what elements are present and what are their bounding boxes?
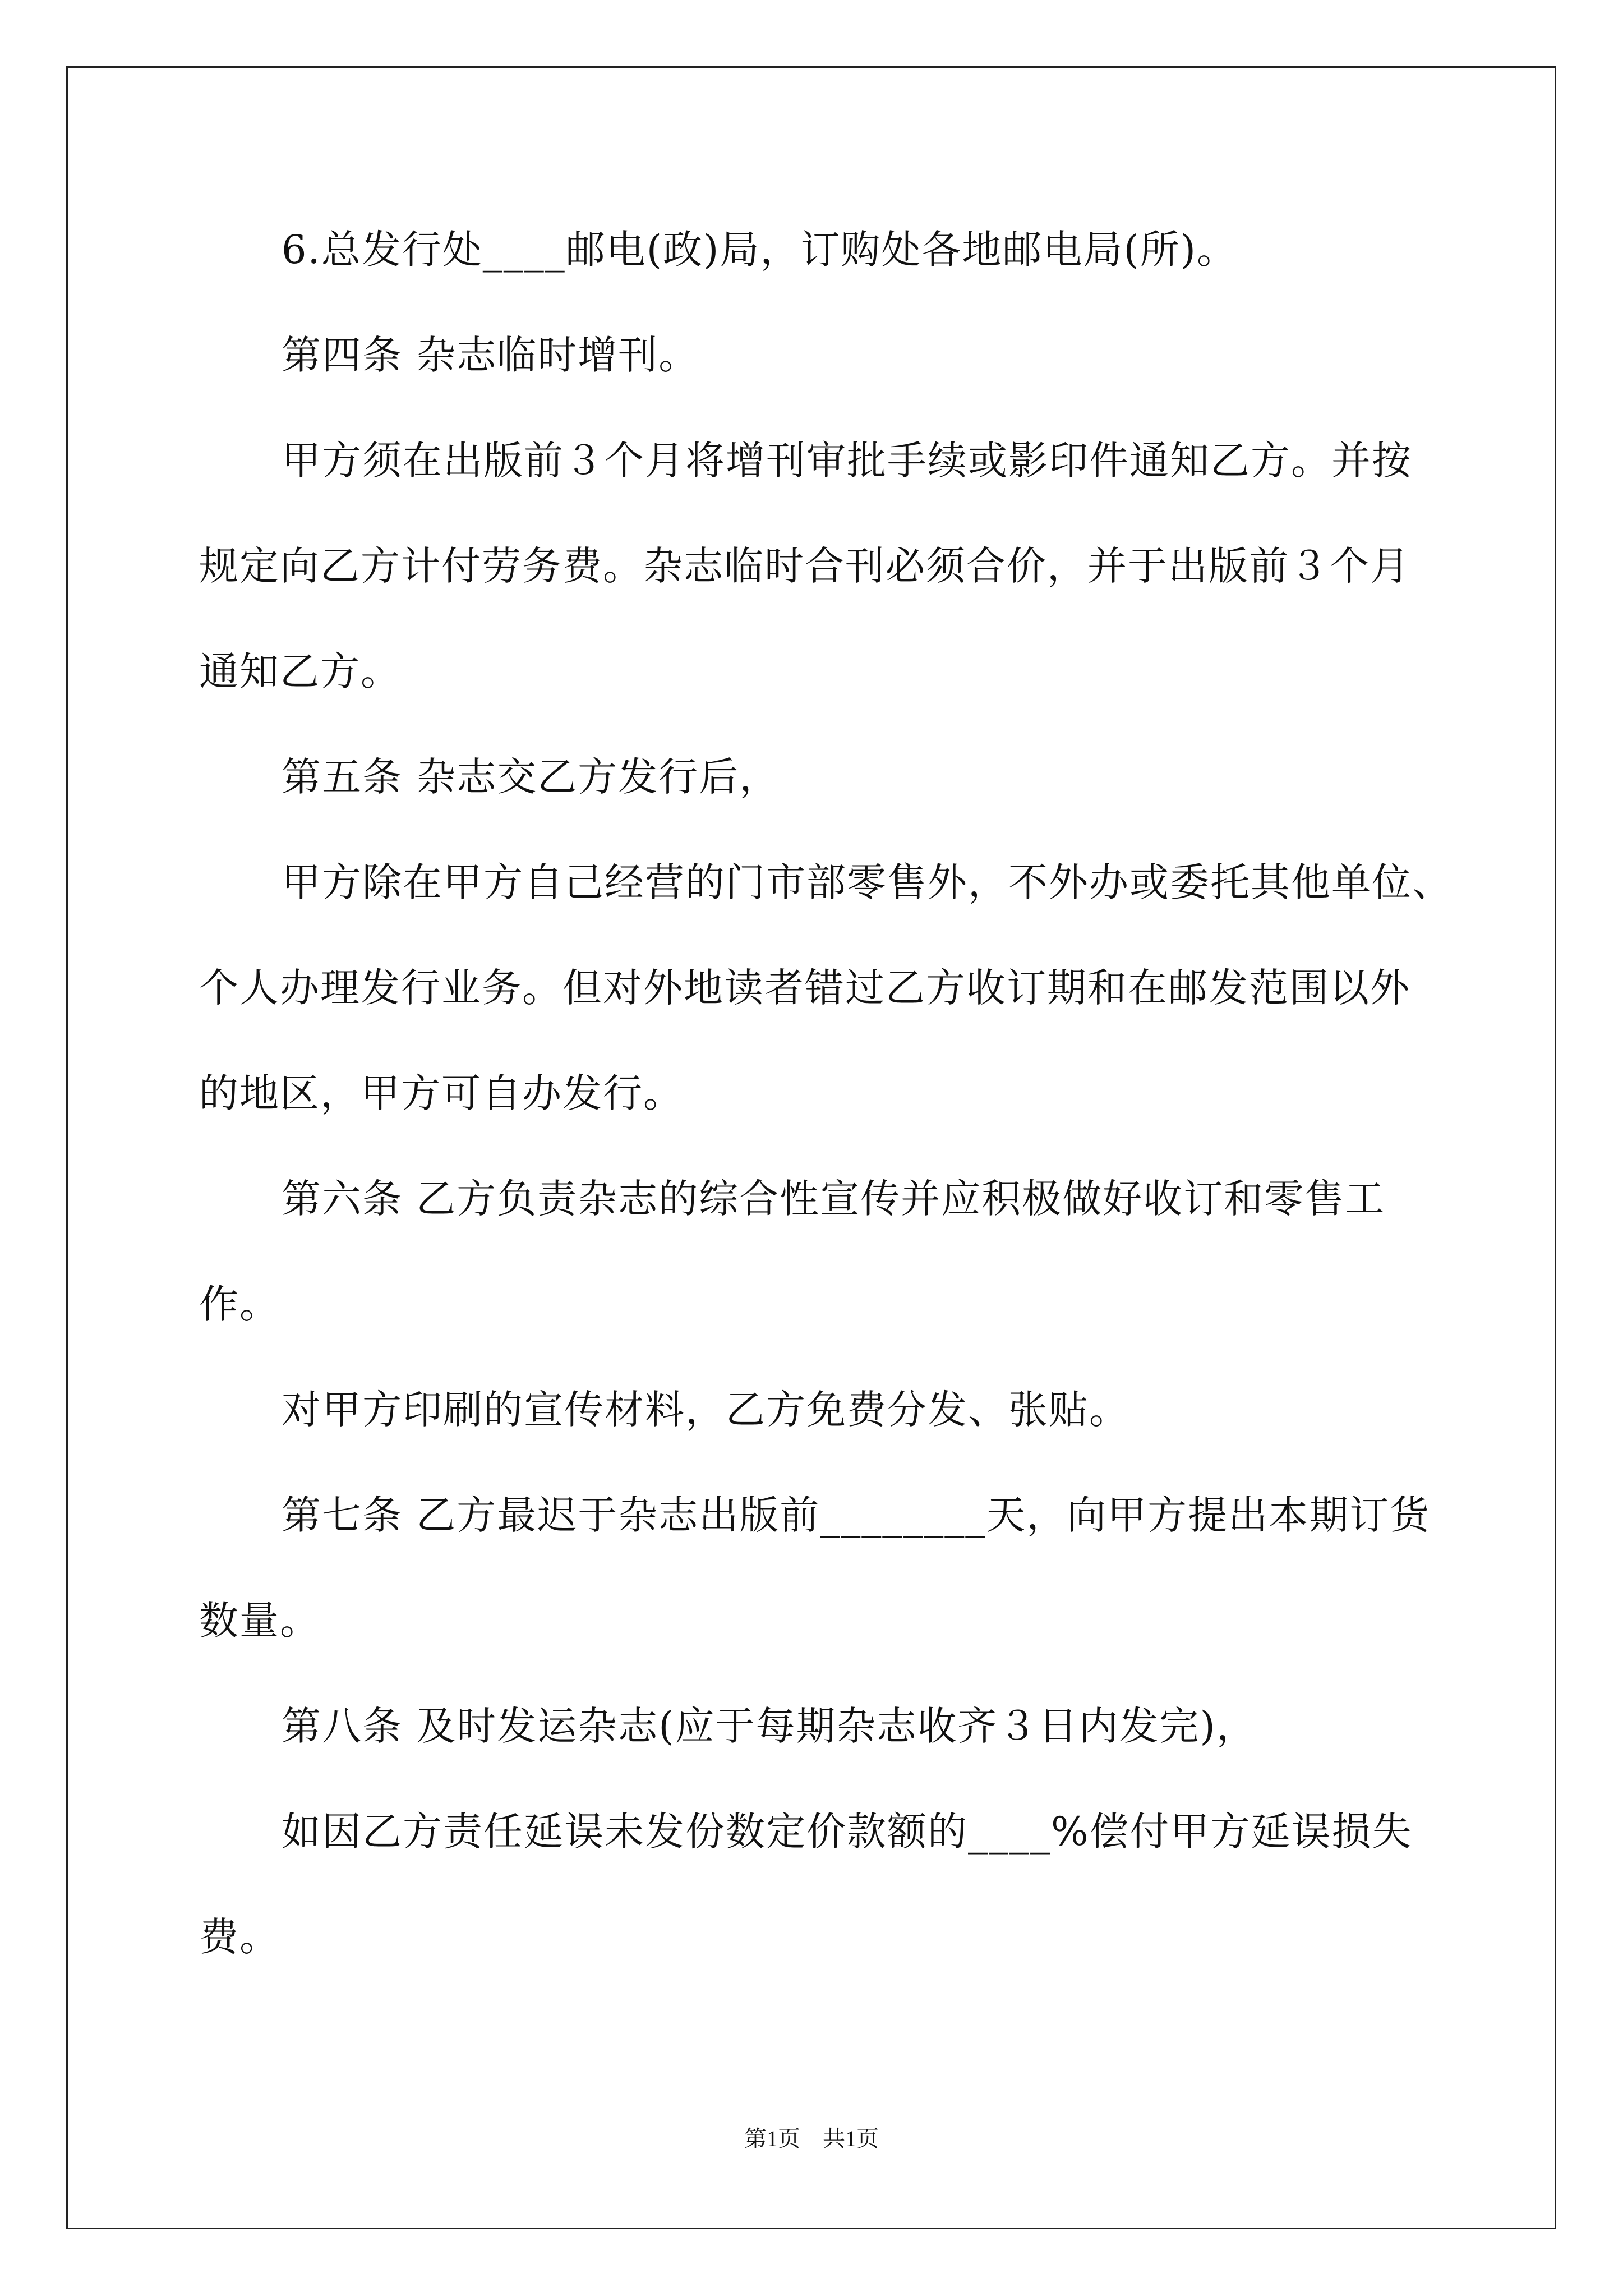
paragraph-line: 通知乙方。 xyxy=(199,648,401,694)
paragraph-line: 费。 xyxy=(199,1914,280,1960)
paragraph-line: 如因乙方责任延误未发份数定价款额的____%偿付甲方延误损失 xyxy=(282,1809,1413,1855)
article-heading: 第七条 乙方最迟于杂志出版前________天，向甲方提出本期订货 xyxy=(282,1492,1431,1538)
article-heading: 第五条 杂志交乙方发行后， xyxy=(282,754,780,800)
paragraph-line: 对甲方印刷的宣传材料，乙方免费分发、张贴。 xyxy=(282,1387,1129,1433)
paragraph-line: 6.总发行处____邮电(政)局，订购处各地邮电局(所)。 xyxy=(282,227,1238,273)
paragraph-line: 作。 xyxy=(199,1281,280,1327)
paragraph-line: 甲方须在出版前３个月将增刊审批手续或影印件通知乙方。并按 xyxy=(282,438,1412,484)
paragraph-line: 数量。 xyxy=(199,1598,320,1644)
page-number-footer: 第1页 共1页 xyxy=(744,2126,879,2151)
paragraph-line: 规定向乙方计付劳务费。杂志临时合刊必须合价，并于出版前３个月 xyxy=(199,543,1410,589)
article-heading: 第八条 及时发运杂志(应于每期杂志收齐３日内发完)， xyxy=(282,1703,1257,1749)
paragraph-line: 甲方除在甲方自己经营的门市部零售外，不外办或委托其他单位、 xyxy=(282,859,1453,905)
article-heading: 第六条 乙方负责杂志的综合性宣传并应积极做好收订和零售工 xyxy=(282,1176,1386,1222)
article-heading: 第四条 杂志临时增刊。 xyxy=(282,332,699,378)
page-border xyxy=(66,66,1556,2229)
paragraph-line: 个人办理发行业务。但对外地读者错过乙方收订期和在邮发范围以外 xyxy=(199,965,1410,1011)
paragraph-line: 的地区，甲方可自办发行。 xyxy=(199,1070,684,1116)
